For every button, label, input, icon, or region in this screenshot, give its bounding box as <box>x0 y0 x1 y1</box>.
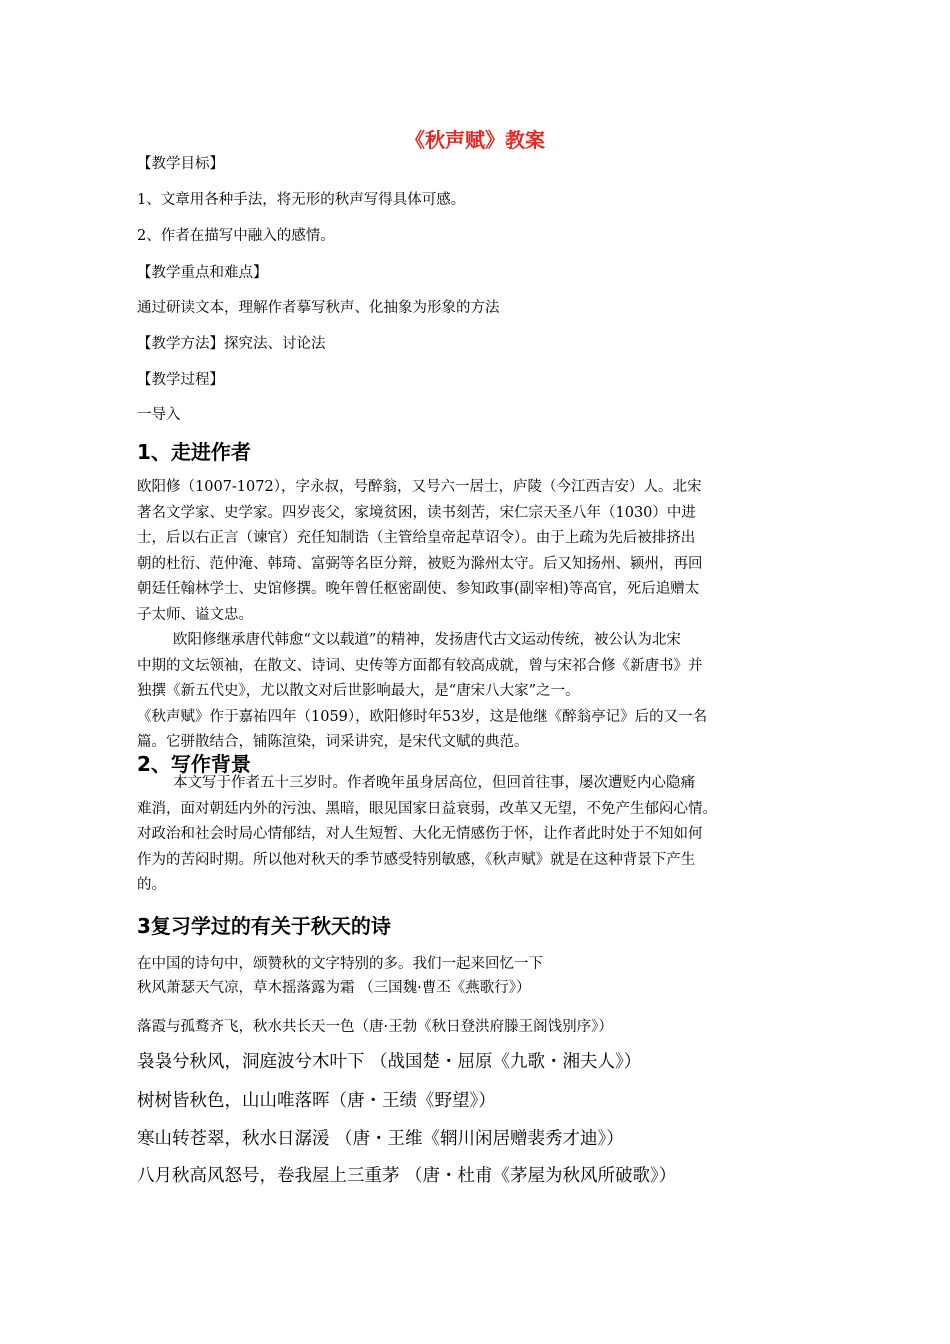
text-line: 难消，面对朝廷内外的污浊、黑暗，眼见国家日益衰弱，改革又无望，不免产生郁闷心情。 <box>137 800 717 817</box>
poem-line: 秋风萧瑟天气凉，草木摇落露为霜 （三国魏·曹丕《燕歌行》） <box>137 980 531 996</box>
text-line: 本文写于作者五十三岁时。作者晚年虽身居高位，但回首往事，屡次遭贬内心隐痛 <box>173 775 695 791</box>
text-line: 朝的杜衍、范仲淹、韩琦、富弼等名臣分辩，被贬为滁州太守。后又知扬州、颍州，再回 <box>137 555 703 572</box>
poem-line: 寒山转苍翠，秋水日潺湲 （唐・王维《辋川闲居赠裴秀才迪》） <box>137 1129 624 1149</box>
section-heading-author: 1、走进作者 <box>137 440 251 464</box>
section-heading-background: 2、写作背景 <box>137 752 251 776</box>
goal-item: 1、文章用各种手法，将无形的秋声写得具体可感。 <box>137 192 466 208</box>
poem-line: 袅袅兮秋风，洞庭波兮木叶下 （战国楚・屈原《九歌・湘夫人》） <box>137 1052 642 1072</box>
background-paragraph <box>137 771 717 899</box>
text-line: 子太师、谥文忠。 <box>137 606 253 623</box>
text-line: 篇。它骈散结合，铺陈渲染，词采讲究，是宋代文赋的典范。 <box>137 734 529 750</box>
section-heading-poems: 3复习学过的有关于秋天的诗 <box>137 914 391 938</box>
key-text: 通过研读文本，理解作者摹写秋声、化抽象为形象的方法 <box>137 300 500 316</box>
text-line: 朝廷任翰林学士、史馆修撰。晚年曾任枢密副使、参知政事(副宰相)等高官，死后追赠太 <box>137 581 700 597</box>
poem-line: 落霞与孤鹜齐飞，秋水共长天一色（唐·王勃《秋日登洪府滕王阁饯别序》） <box>137 1019 613 1035</box>
poem-line: 八月秋高风怒号，卷我屋上三重茅 （唐・杜甫《茅屋为秋风所破歌》） <box>137 1166 677 1186</box>
process-heading: 【教学过程】 <box>137 372 224 388</box>
text-line: 欧阳修（1007-1072），字永叔，号醉翁，又号六一居士，庐陵（今江西吉安）人。北宋 <box>137 479 702 495</box>
text-line: 欧阳修继承唐代韩愈“文以载道”的精神，发扬唐代古文运动传统，被公认为北宋 <box>173 632 681 648</box>
text-line: 独撰《新五代史》，尤以散文对后世影响最大，是“唐宋八大家”之一。 <box>137 683 580 699</box>
text-line: 著名文学家、史学家。四岁丧父，家境贫困，读书刻苦，宋仁宗天圣八年（1030）中进 <box>137 504 696 521</box>
goal-heading: 【教学目标】 <box>137 156 224 172</box>
intro-label: 一导入 <box>137 407 181 423</box>
text-line: 作为的苦闷时期。所以他对秋天的季节感受特别敏感，《秋声赋》就是在这种背景下产生 <box>137 851 696 868</box>
method-line: 【教学方法】探究法、讨论法 <box>137 336 326 352</box>
text-line: 的。 <box>137 877 166 893</box>
text-line: 中期的文坛领袖，在散文、诗词、史传等方面都有较高成就，曾与宋祁合修《新唐书》并 <box>137 657 703 674</box>
document-title: 《秋声赋》教案 <box>405 128 545 152</box>
key-heading: 【教学重点和难点】 <box>137 265 268 281</box>
text-line: 士，后以右正言（谏官）充任知制诰（主管给皇帝起草诏令）。由于上疏为先后被排挤出 <box>137 530 696 546</box>
author-paragraph <box>137 475 707 756</box>
poems-intro: 在中国的诗句中，颂赞秋的文字特别的多。我们一起来回忆一下 <box>137 956 543 972</box>
poem-line: 树树皆秋色，山山唯落晖（唐・王绩《野望》） <box>137 1091 496 1111</box>
text-line: 《秋声赋》作于嘉祐四年（1059），欧阳修时年53岁，这是他继《醉翁亭记》后的又一名 <box>137 708 708 725</box>
goal-item: 2、作者在描写中融入的感情。 <box>137 228 335 244</box>
text-line: 对政治和社会时局心情郁结，对人生短暂、大化无情感伤于怀，让作者此时处于不知如何 <box>137 826 703 842</box>
